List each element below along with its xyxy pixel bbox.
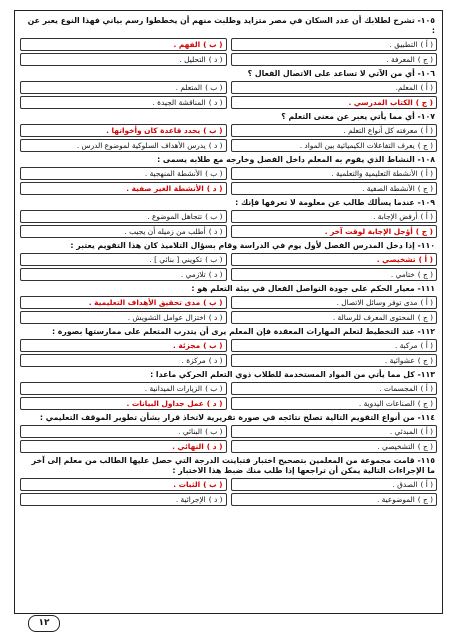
answer-option[interactable]: [231, 81, 438, 94]
answer-option[interactable]: [20, 96, 227, 109]
option-letter: ( أ ): [420, 341, 433, 350]
answer-option[interactable]: [20, 225, 227, 238]
option-text: الفهم .: [173, 40, 201, 49]
option-text: الموضوعية .: [376, 495, 415, 504]
option-text: الإجرائية .: [175, 495, 206, 504]
option-letter: ( ب ): [205, 255, 223, 264]
answer-option[interactable]: [20, 478, 227, 491]
option-letter: ( ج ): [417, 399, 433, 408]
option-text: أطلب من زميله أن يجيب .: [124, 227, 206, 236]
option-letter: ( ب ): [205, 83, 223, 92]
option-letter: ( د ): [208, 270, 223, 279]
answer-option[interactable]: [231, 354, 438, 367]
option-text: مجزئة .: [173, 341, 201, 350]
answer-option[interactable]: [231, 139, 438, 152]
answer-option[interactable]: [20, 382, 227, 395]
answer-option[interactable]: [231, 440, 438, 453]
option-text: المناقشة الجيدة .: [152, 98, 206, 107]
question-stem: ١٠٨- النشاط الذي يقوم به المعلم داخل الفصل وخارجه مع طلابه يسمى :: [157, 155, 435, 164]
answer-option[interactable]: [20, 182, 227, 195]
answer-option[interactable]: [20, 354, 227, 367]
option-text: المتعلم .: [175, 83, 203, 92]
option-letter: ( ج ): [417, 184, 433, 193]
option-text: اختزال عوامل التشويش .: [127, 313, 206, 322]
options-grid: [20, 296, 437, 324]
question-stem: ١١٥- قامت مجموعة من المعلمين بتصحيح اختبار فتباينت الدرجة التي حصل عليها الطالب من معلم إلى آخر ما الإجراءات التالية يمكن أن تراجعها إذا طلب منك ضبط هذا الاختبار :: [31, 456, 435, 475]
option-letter: ( ج ): [415, 227, 433, 236]
question-3: [20, 111, 437, 152]
worksheet-page: [14, 10, 443, 614]
option-text: يدرس الأهداف السلوكية لموضوع الدرس .: [76, 141, 206, 150]
option-letter: ( ج ): [417, 313, 433, 322]
answer-option[interactable]: [231, 167, 438, 180]
answer-option[interactable]: [20, 268, 227, 281]
option-text: المجسمات .: [379, 384, 418, 393]
option-text: معرفته كل أنواع التعلم .: [343, 126, 418, 135]
answer-option[interactable]: [231, 339, 438, 352]
question-stem: ١١٤- من أنواع التقويم التالية تصلح نتائجه في صورة تقريرية لاتخاذ قرار بشأن تطوير الموقف التعليمي :: [39, 413, 435, 422]
page-number: ١٢: [28, 615, 60, 632]
answer-option[interactable]: [20, 139, 227, 152]
option-letter: ( د ): [208, 227, 223, 236]
option-letter: ( ب ): [203, 298, 223, 307]
option-letter: ( ب ): [203, 40, 223, 49]
option-text: أرفض الإجابة .: [373, 212, 418, 221]
option-letter: ( د ): [208, 356, 223, 365]
option-text: البنائي .: [178, 427, 203, 436]
option-letter: ( د ): [208, 141, 223, 150]
option-letter: ( د ): [206, 442, 223, 451]
option-text: المعلم.: [395, 83, 418, 92]
answer-option[interactable]: [231, 311, 438, 324]
option-text: يحدد قاعدة كان وأخواتها .: [106, 126, 201, 135]
answer-option[interactable]: [20, 493, 227, 506]
options-grid: [20, 81, 437, 109]
option-text: تلازمي .: [180, 270, 206, 279]
question-stem: ١١٣- كل مما يأتي من المواد المستخدمة للطلاب ذوي التعلم الحركي ماعدا :: [150, 370, 435, 379]
answer-option[interactable]: [231, 493, 438, 506]
answer-option[interactable]: [231, 182, 438, 195]
answer-option[interactable]: [231, 296, 438, 309]
answer-option[interactable]: [231, 38, 438, 51]
options-grid: [20, 478, 437, 506]
question-4: [20, 154, 437, 195]
answer-option[interactable]: [231, 96, 438, 109]
option-letter: ( أ ): [420, 40, 433, 49]
question-5: [20, 197, 437, 238]
answer-option[interactable]: [231, 397, 438, 410]
option-text: الأنشطة الصفية .: [362, 184, 415, 193]
question-7: [20, 283, 437, 324]
answer-option[interactable]: [231, 210, 438, 223]
option-letter: ( أ ): [420, 83, 433, 92]
question-8: [20, 326, 437, 367]
question-6: [20, 240, 437, 281]
option-text: تتجاهل الموضوع .: [147, 212, 203, 221]
option-text: ختامي .: [390, 270, 415, 279]
option-text: النهائي .: [172, 442, 204, 451]
answer-option[interactable]: [231, 425, 438, 438]
answer-option[interactable]: [20, 397, 227, 410]
options-grid: [20, 124, 437, 152]
question-9: [20, 369, 437, 410]
option-text: المحتوى المعرف للرسالة .: [332, 313, 415, 322]
answer-option[interactable]: [20, 53, 227, 66]
options-grid: [20, 38, 437, 66]
option-text: الأنشطة التعليمية والتعلمية .: [331, 169, 418, 178]
option-letter: ( ج ): [417, 495, 433, 504]
option-text: التطبيق .: [389, 40, 418, 49]
option-text: المبدئي .: [389, 427, 418, 436]
option-letter: ( أ ): [420, 480, 433, 489]
option-text: الصدق .: [392, 480, 418, 489]
options-grid: [20, 425, 437, 453]
option-letter: ( د ): [208, 98, 223, 107]
options-grid: [20, 253, 437, 281]
answer-option[interactable]: [231, 478, 438, 491]
question-2: [20, 68, 437, 109]
question-stem: ١٠٩- عندما يسألك طالب عن معلومة لا تعرفها فإنك :: [235, 198, 435, 207]
option-letter: ( د ): [206, 399, 223, 408]
option-text: الصناعات اليدوية .: [358, 399, 415, 408]
option-letter: ( ب ): [205, 212, 223, 221]
option-text: مركزة .: [181, 356, 206, 365]
answer-option[interactable]: [20, 81, 227, 94]
option-letter: ( أ ): [420, 126, 433, 135]
option-letter: ( أ ): [420, 384, 433, 393]
answer-option[interactable]: [20, 167, 227, 180]
answer-option[interactable]: [231, 225, 438, 238]
question-stem: ١٠٧- أي مما يأتي يعبر عن معنى التعلم ؟: [281, 112, 435, 121]
question-1: [20, 15, 437, 66]
option-text: المعرفة .: [386, 55, 415, 64]
answer-option[interactable]: [20, 440, 227, 453]
option-letter: ( أ ): [420, 212, 433, 221]
question-stem: ١٠٥- تشرح لطلابك أن عدد السكان في مصر متزايد وطلبت منهم أن يخططوا رسم بياني فهذا النوع يعبر عن :: [27, 16, 435, 35]
answer-option[interactable]: [20, 425, 227, 438]
option-letter: ( ب ): [205, 169, 223, 178]
question-stem: ١١١- معيار الحكم على جودة التواصل الفعال في بيئة التعلم هو :: [191, 284, 435, 293]
option-text: التشخيصي .: [377, 442, 415, 451]
option-text: يعرف التفاعلات الكيميائية بين المواد .: [299, 141, 415, 150]
answer-option[interactable]: [231, 268, 438, 281]
option-letter: ( أ ): [420, 298, 433, 307]
answer-option[interactable]: [20, 311, 227, 324]
option-letter: ( ج ): [417, 356, 433, 365]
option-text: الثبات .: [173, 480, 201, 489]
option-letter: ( ب ): [205, 384, 223, 393]
options-grid: [20, 339, 437, 367]
question-stem: ١١٠- إذا دخل المدرس الفصل لأول يوم في الدراسة وقام بسؤال التلاميذ كان هذا التقويم يعتبر :: [70, 241, 435, 250]
option-letter: ( د ): [208, 495, 223, 504]
option-letter: ( ج ): [417, 270, 433, 279]
option-text: الأنشطة المنهجية .: [144, 169, 203, 178]
options-grid: [20, 382, 437, 410]
option-letter: ( د ): [208, 313, 223, 322]
question-10: [20, 412, 437, 453]
option-letter: ( أ ): [420, 427, 433, 436]
option-text: الزيارات الميدانية .: [144, 384, 203, 393]
answer-option[interactable]: [20, 296, 227, 309]
option-letter: ( ج ): [415, 98, 433, 107]
options-grid: [20, 210, 437, 238]
option-text: تشخيصي .: [376, 255, 416, 264]
option-letter: ( د ): [208, 55, 223, 64]
answer-option[interactable]: [231, 53, 438, 66]
option-text: التحليل .: [179, 55, 206, 64]
answer-option[interactable]: [231, 253, 438, 266]
answer-option[interactable]: [20, 124, 227, 137]
option-text: الأنشطة الغير صفية .: [126, 184, 204, 193]
option-letter: ( ب ): [203, 480, 223, 489]
options-grid: [20, 167, 437, 195]
option-text: أؤجل الإجابة لوقت آخر .: [324, 227, 413, 236]
option-letter: ( ب ): [203, 341, 223, 350]
option-letter: ( ج ): [417, 55, 433, 64]
option-letter: ( أ ): [418, 255, 433, 264]
answer-option[interactable]: [20, 253, 227, 266]
answer-option[interactable]: [20, 339, 227, 352]
option-letter: ( ب ): [203, 126, 223, 135]
option-text: عشوائية .: [384, 356, 415, 365]
option-text: عمل جداول البيانات .: [126, 399, 204, 408]
answer-option[interactable]: [231, 124, 438, 137]
option-text: الكتاب المدرسي .: [348, 98, 413, 107]
option-text: مركبة .: [395, 341, 418, 350]
question-11: [20, 455, 437, 506]
option-letter: ( د ): [206, 184, 223, 193]
option-letter: ( ج ): [417, 442, 433, 451]
answer-option[interactable]: [20, 210, 227, 223]
option-letter: ( ج ): [417, 141, 433, 150]
question-stem: ١٠٦- أي من الآتي لا تساعد على الاتصال الفعال ؟: [247, 69, 435, 78]
option-letter: ( ب ): [205, 427, 223, 436]
answer-option[interactable]: [231, 382, 438, 395]
option-letter: ( أ ): [420, 169, 433, 178]
answer-option[interactable]: [20, 38, 227, 51]
option-text: تكويني [ بنائي ] .: [149, 255, 203, 264]
option-text: مدى تحقيق الأهداف التعليمية .: [88, 298, 201, 307]
question-stem: ١١٢- عند التخطيط لتعلم المهارات المعقدة فإن المعلم يرى أن يتدرب المتعلم على ممارستها بصورة :: [51, 327, 435, 336]
option-text: مدى توفر وسائل الاتصال .: [336, 298, 418, 307]
